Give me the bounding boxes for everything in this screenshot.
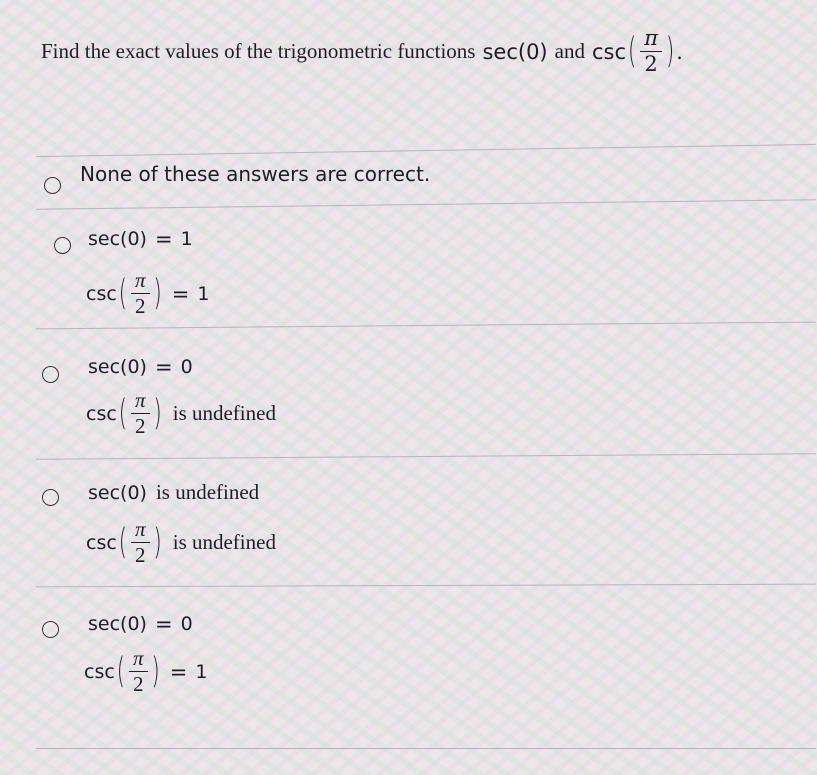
open-paren: ( xyxy=(116,650,125,692)
equals-sign: = xyxy=(169,659,188,684)
csc-function: csc xyxy=(84,660,115,683)
question-math-sec xyxy=(482,40,547,64)
option-line-2 xyxy=(84,648,207,695)
radio-button[interactable] xyxy=(42,366,59,383)
fraction xyxy=(640,28,662,75)
option-line-2 xyxy=(86,519,276,566)
fraction-denominator: 2 xyxy=(131,413,150,437)
open-paren: ( xyxy=(118,521,127,563)
open-paren: ( xyxy=(628,30,637,72)
radio-button[interactable] xyxy=(42,489,59,506)
sec-expression: sec(0) xyxy=(482,39,548,64)
open-paren: ( xyxy=(118,392,127,434)
question-text: Find the exact values of the trigonometric functions xyxy=(41,39,476,63)
question-period: . xyxy=(676,39,683,64)
open-paren: ( xyxy=(118,272,127,314)
question-math-csc xyxy=(592,28,683,75)
equals-sign: = xyxy=(154,612,173,636)
fraction-numerator: π xyxy=(135,388,146,412)
undefined-text: is undefined xyxy=(155,480,260,504)
fraction-denominator: 2 xyxy=(129,671,148,695)
undefined-text: is undefined xyxy=(172,530,276,554)
option-line-1 xyxy=(88,355,193,379)
sec-expression: sec(0) xyxy=(88,356,147,378)
undefined-text: is undefined xyxy=(172,401,276,425)
divider xyxy=(36,748,816,749)
answer-option-2[interactable] xyxy=(40,218,800,323)
fraction-numerator: π xyxy=(135,517,146,541)
value: 1 xyxy=(197,282,210,305)
sec-expression: sec(0) xyxy=(88,613,147,635)
radio-button[interactable] xyxy=(54,237,71,254)
equals-sign: = xyxy=(154,227,173,251)
close-paren: ) xyxy=(153,272,162,314)
answer-option-1[interactable] xyxy=(40,160,800,200)
question-prompt xyxy=(41,28,683,75)
fraction xyxy=(129,648,148,695)
fraction xyxy=(131,270,150,317)
csc-function: csc xyxy=(86,531,117,554)
csc-function: csc xyxy=(86,402,117,425)
value: 1 xyxy=(180,228,193,250)
option-label: None of these answers are correct. xyxy=(80,162,431,186)
option-line-1 xyxy=(88,480,259,505)
value: 0 xyxy=(180,613,193,635)
close-paren: ) xyxy=(666,30,675,72)
option-line-2 xyxy=(86,390,276,437)
fraction-numerator: π xyxy=(135,268,146,292)
csc-function: csc xyxy=(86,282,117,305)
divider xyxy=(36,199,816,210)
equals-sign: = xyxy=(154,355,173,379)
divider xyxy=(36,584,816,588)
answer-option-3[interactable] xyxy=(40,350,800,450)
equals-sign: = xyxy=(171,281,190,306)
close-paren: ) xyxy=(153,521,162,563)
option-line-1 xyxy=(88,612,193,636)
radio-button[interactable] xyxy=(42,621,59,638)
csc-function: csc xyxy=(591,39,626,64)
radio-button[interactable] xyxy=(44,177,61,194)
fraction-numerator: π xyxy=(133,646,144,670)
option-line-2 xyxy=(86,270,209,317)
value: 1 xyxy=(195,660,208,683)
fraction-numerator: π xyxy=(644,26,659,50)
answer-option-4[interactable] xyxy=(40,477,800,582)
question-and: and xyxy=(554,39,585,63)
option-line-1 xyxy=(88,227,193,251)
close-paren: ) xyxy=(151,650,160,692)
divider xyxy=(36,144,816,157)
sec-expression: sec(0) xyxy=(88,228,147,250)
value: 0 xyxy=(180,356,193,378)
fraction-denominator: 2 xyxy=(131,293,150,317)
divider xyxy=(36,453,816,459)
fraction xyxy=(131,390,150,437)
fraction-denominator: 2 xyxy=(131,542,150,566)
fraction xyxy=(131,519,150,566)
fraction-denominator: 2 xyxy=(640,51,661,75)
answer-option-5[interactable] xyxy=(40,608,800,718)
close-paren: ) xyxy=(153,392,162,434)
sec-expression: sec(0) xyxy=(88,481,147,504)
